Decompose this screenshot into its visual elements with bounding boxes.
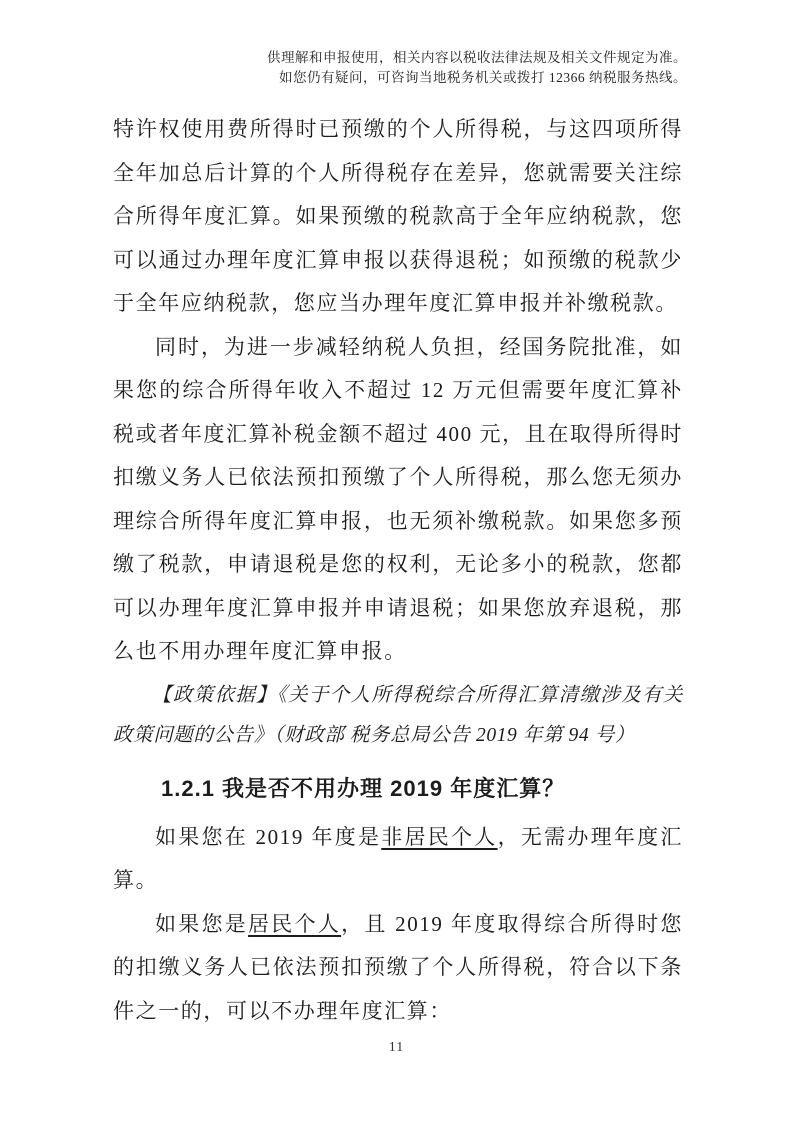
header-disclaimer-line-2: 如您仍有疑问，可咨询当地税务机关或拨打 12366 纳税服务热线。 [279, 70, 687, 85]
paragraph-continuation: 特许权使用费所得时已预缴的个人所得税，与这四项所得全年加总后计算的个人所得税存在差异，您就需要关注综合所得年度汇算。如果预缴的税款高于全年应纳税款，您可以通过办理年度汇算申报以获得退税；如预缴的税款少于全年应纳税款，您应当办理年度汇算申报并补缴税款。 [113, 117, 683, 315]
paragraph-non-resident [113, 816, 683, 903]
underlined-term-non-resident: 非居民个人 [381, 824, 498, 849]
header-disclaimer [0, 48, 687, 88]
underlined-term-resident: 居民个人 [248, 911, 342, 936]
paragraph-resident [113, 903, 683, 1034]
header-disclaimer-line-1: 供理解和申报使用，相关内容以税收法律法规及相关文件规定为准。 [267, 50, 687, 65]
text-segment: 如果您在 2019 年度是 [155, 824, 382, 849]
text-segment: ，且 2019 年度取得综合所得时您的扣缴义务人已依法预扣预缴了个人所得税，符合以下条件之一的，可以不办理年度汇算： [113, 911, 683, 1023]
text-segment: ，无需办理年度汇算。 [113, 824, 683, 892]
text-segment: 如果您是 [155, 911, 249, 936]
document-body [113, 108, 683, 1033]
section-heading-1-2-1: 1.2.1 我是否不用办理 2019 年度汇算？ [161, 775, 566, 801]
policy-basis-citation: 【政策依据】《关于个人所得税综合所得汇算清缴涉及有关政策问题的公告》（财政部 税务总局公告 2019 年第 94 号） [113, 684, 683, 746]
page-number: 11 [388, 1040, 405, 1055]
paragraph-relief: 同时，为进一步减轻纳税人负担，经国务院批准，如果您的综合所得年收入不超过 12 万元但需要年度汇算补税或者年度汇算补税金额不超过 400 元，且在取得所得时扣缴义务人已依法预扣预缴了个人所得税，那么您无须办理综合所得年度汇算申报，也无须补缴税款。如果您多预缴了税款，申请退税是您的权利，无论多小的税款，您都可以办理年度汇算申报并申请退税；如果您放弃退税，那么也不用办理年度汇算申报。 [113, 334, 683, 663]
